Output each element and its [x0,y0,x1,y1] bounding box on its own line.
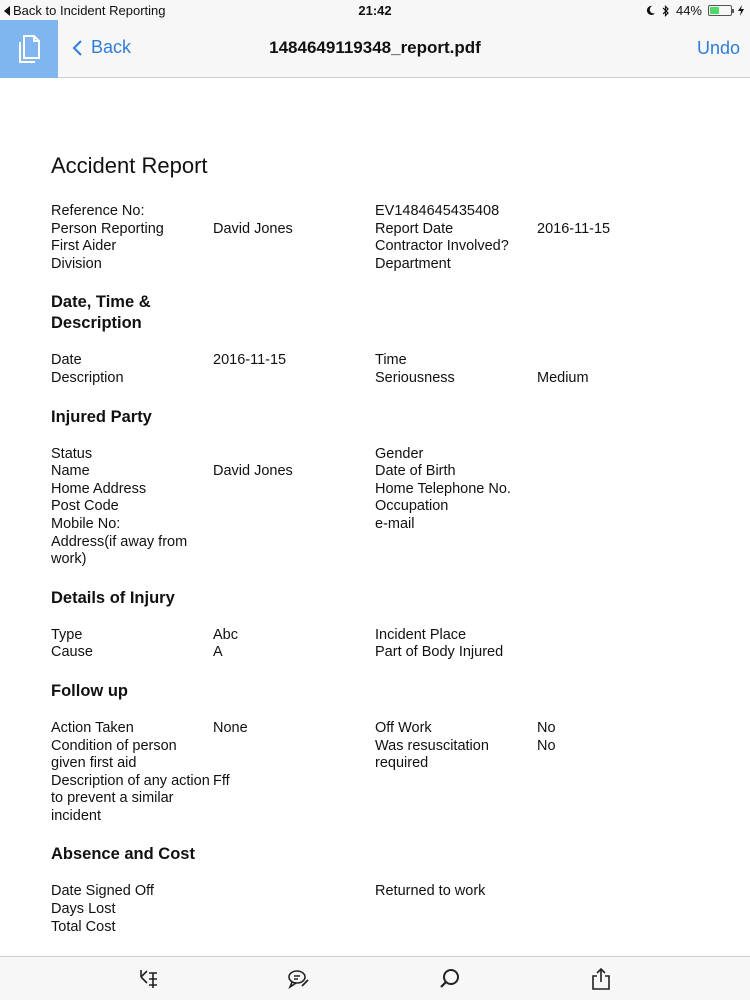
field-row [51,370,711,388]
field-label: Date Signed Off [51,883,154,900]
field-label: e-mail [375,515,415,532]
field-value [537,352,657,370]
field-label: Department [375,255,451,272]
field-label: Home Telephone No. [375,480,511,497]
field-label: Condition of person given first aid [51,737,177,772]
moon-icon [645,5,656,16]
field-row [51,901,711,919]
field-label: Action Taken [51,719,134,736]
field-value [537,627,657,645]
field-value [213,238,375,256]
field-label: Type [51,626,83,643]
field-value [537,203,657,221]
field-value: David Jones [213,220,293,237]
field-row [51,534,711,569]
pdf-viewer[interactable] [0,79,750,956]
section-title: Absence and Cost [51,845,195,864]
battery-fill [710,7,719,14]
field-label: Total Cost [51,918,116,935]
field-value [537,919,657,937]
field-label: Reference No: [51,203,145,219]
report-header-fields [51,203,711,273]
section-title: Injured Party [51,407,152,426]
field-label: Cause [51,644,93,661]
field-row [51,627,711,645]
field-row [51,352,711,370]
field-value: Fff [213,772,230,789]
field-value [537,644,657,662]
field-value [213,901,375,919]
report-title: Accident Report [51,153,208,178]
back-to-app-label: Back to Incident Reporting [13,3,166,18]
field-label: Part of Body Injured [375,644,504,661]
annotate-button[interactable] [286,967,310,991]
section-fields [51,627,711,662]
section-title: Details of Injury [51,588,175,607]
field-value: No [537,737,556,754]
field-label: Home Address [51,480,147,497]
field-value: David Jones [213,463,293,480]
markup-button[interactable] [137,967,161,991]
field-value [213,883,375,901]
field-row [51,463,711,481]
nav-bar [0,20,750,78]
field-label [375,919,537,937]
field-value [537,481,657,499]
field-label: Off Work [375,719,432,736]
markup-icon [137,967,161,991]
field-label: Date [51,352,82,369]
field-label: Seriousness [375,369,455,386]
field-label: Date of Birth [375,463,456,480]
field-value [213,481,375,499]
bottom-toolbar [0,956,750,1000]
field-value [537,534,657,569]
field-value [537,256,657,274]
search-button[interactable] [438,967,462,991]
status-time: 21:42 [358,3,392,18]
field-row [51,446,711,464]
field-label: Days Lost [51,901,116,918]
field-row [51,221,711,239]
field-row [51,919,711,937]
field-label: Person Reporting [51,220,164,237]
field-value [537,446,657,464]
field-row [51,720,711,738]
section-title: Date, Time & Description [51,293,151,333]
field-label [375,534,537,569]
annotate-icon [286,967,310,991]
field-row [51,238,711,256]
battery-icon [708,5,732,16]
share-button[interactable] [589,967,613,991]
field-label: Returned to work [375,883,486,900]
field-label: First Aider [51,238,117,255]
field-value [537,238,657,256]
field-value [213,256,375,274]
field-value [213,446,375,464]
field-row [51,203,711,221]
field-value [213,919,375,937]
back-label: Back [91,37,132,57]
field-label [375,773,537,826]
field-label: EV1484645435408 [375,203,500,219]
status-bar [0,0,750,20]
field-value [213,534,375,569]
field-label: Incident Place [375,626,467,643]
field-label: Mobile No: [51,515,121,532]
search-icon [438,967,462,991]
field-value [537,773,657,826]
section-fields [51,446,711,569]
field-value [537,463,657,481]
field-label: Contractor Involved? [375,238,509,255]
field-value [537,498,657,516]
share-icon [589,967,613,991]
field-row [51,883,711,901]
battery-percent: 44% [675,3,702,18]
status-right [645,3,744,18]
field-value [213,516,375,534]
report-sections [51,292,711,976]
bluetooth-icon [662,5,670,17]
field-row [51,773,711,826]
field-value: 2016-11-15 [213,352,287,369]
section-fields [51,720,711,826]
field-label: Post Code [51,498,119,515]
field-value: Medium [537,369,589,386]
field-value [213,370,375,388]
field-label: Description of any action to prevent a similar incident [51,772,210,824]
field-value [537,516,657,534]
field-row [51,481,711,499]
field-row [51,738,711,773]
field-label: Status [51,445,93,462]
field-label: Name [51,463,90,480]
field-label: Description [51,369,124,386]
undo-button[interactable]: Undo [696,38,740,58]
field-value [213,738,375,773]
field-row [51,644,711,662]
field-label: Occupation [375,498,449,515]
field-value [213,498,375,516]
field-label: Was resuscitation required [375,737,489,772]
field-value: Abc [213,626,238,643]
field-label: Gender [375,445,424,462]
charging-icon [738,5,744,16]
field-value [213,203,375,221]
field-value: A [213,644,223,661]
field-label: Division [51,255,102,272]
section-title: Follow up [51,681,128,700]
field-row [51,516,711,534]
field-label: Report Date [375,220,454,237]
field-value: No [537,719,556,736]
field-value: None [213,719,248,736]
field-value: 2016-11-15 [537,220,611,237]
pdf-page [51,153,711,994]
field-label: Address(if away from work) [51,533,188,568]
field-value [537,883,657,901]
field-row [51,498,711,516]
section-fields [51,883,711,936]
field-label: Time [375,352,407,369]
section-fields [51,352,711,387]
field-value [537,901,657,919]
field-row [51,256,711,274]
field-label [375,901,537,919]
document-title: 1484649119348_report.pdf [269,38,481,57]
